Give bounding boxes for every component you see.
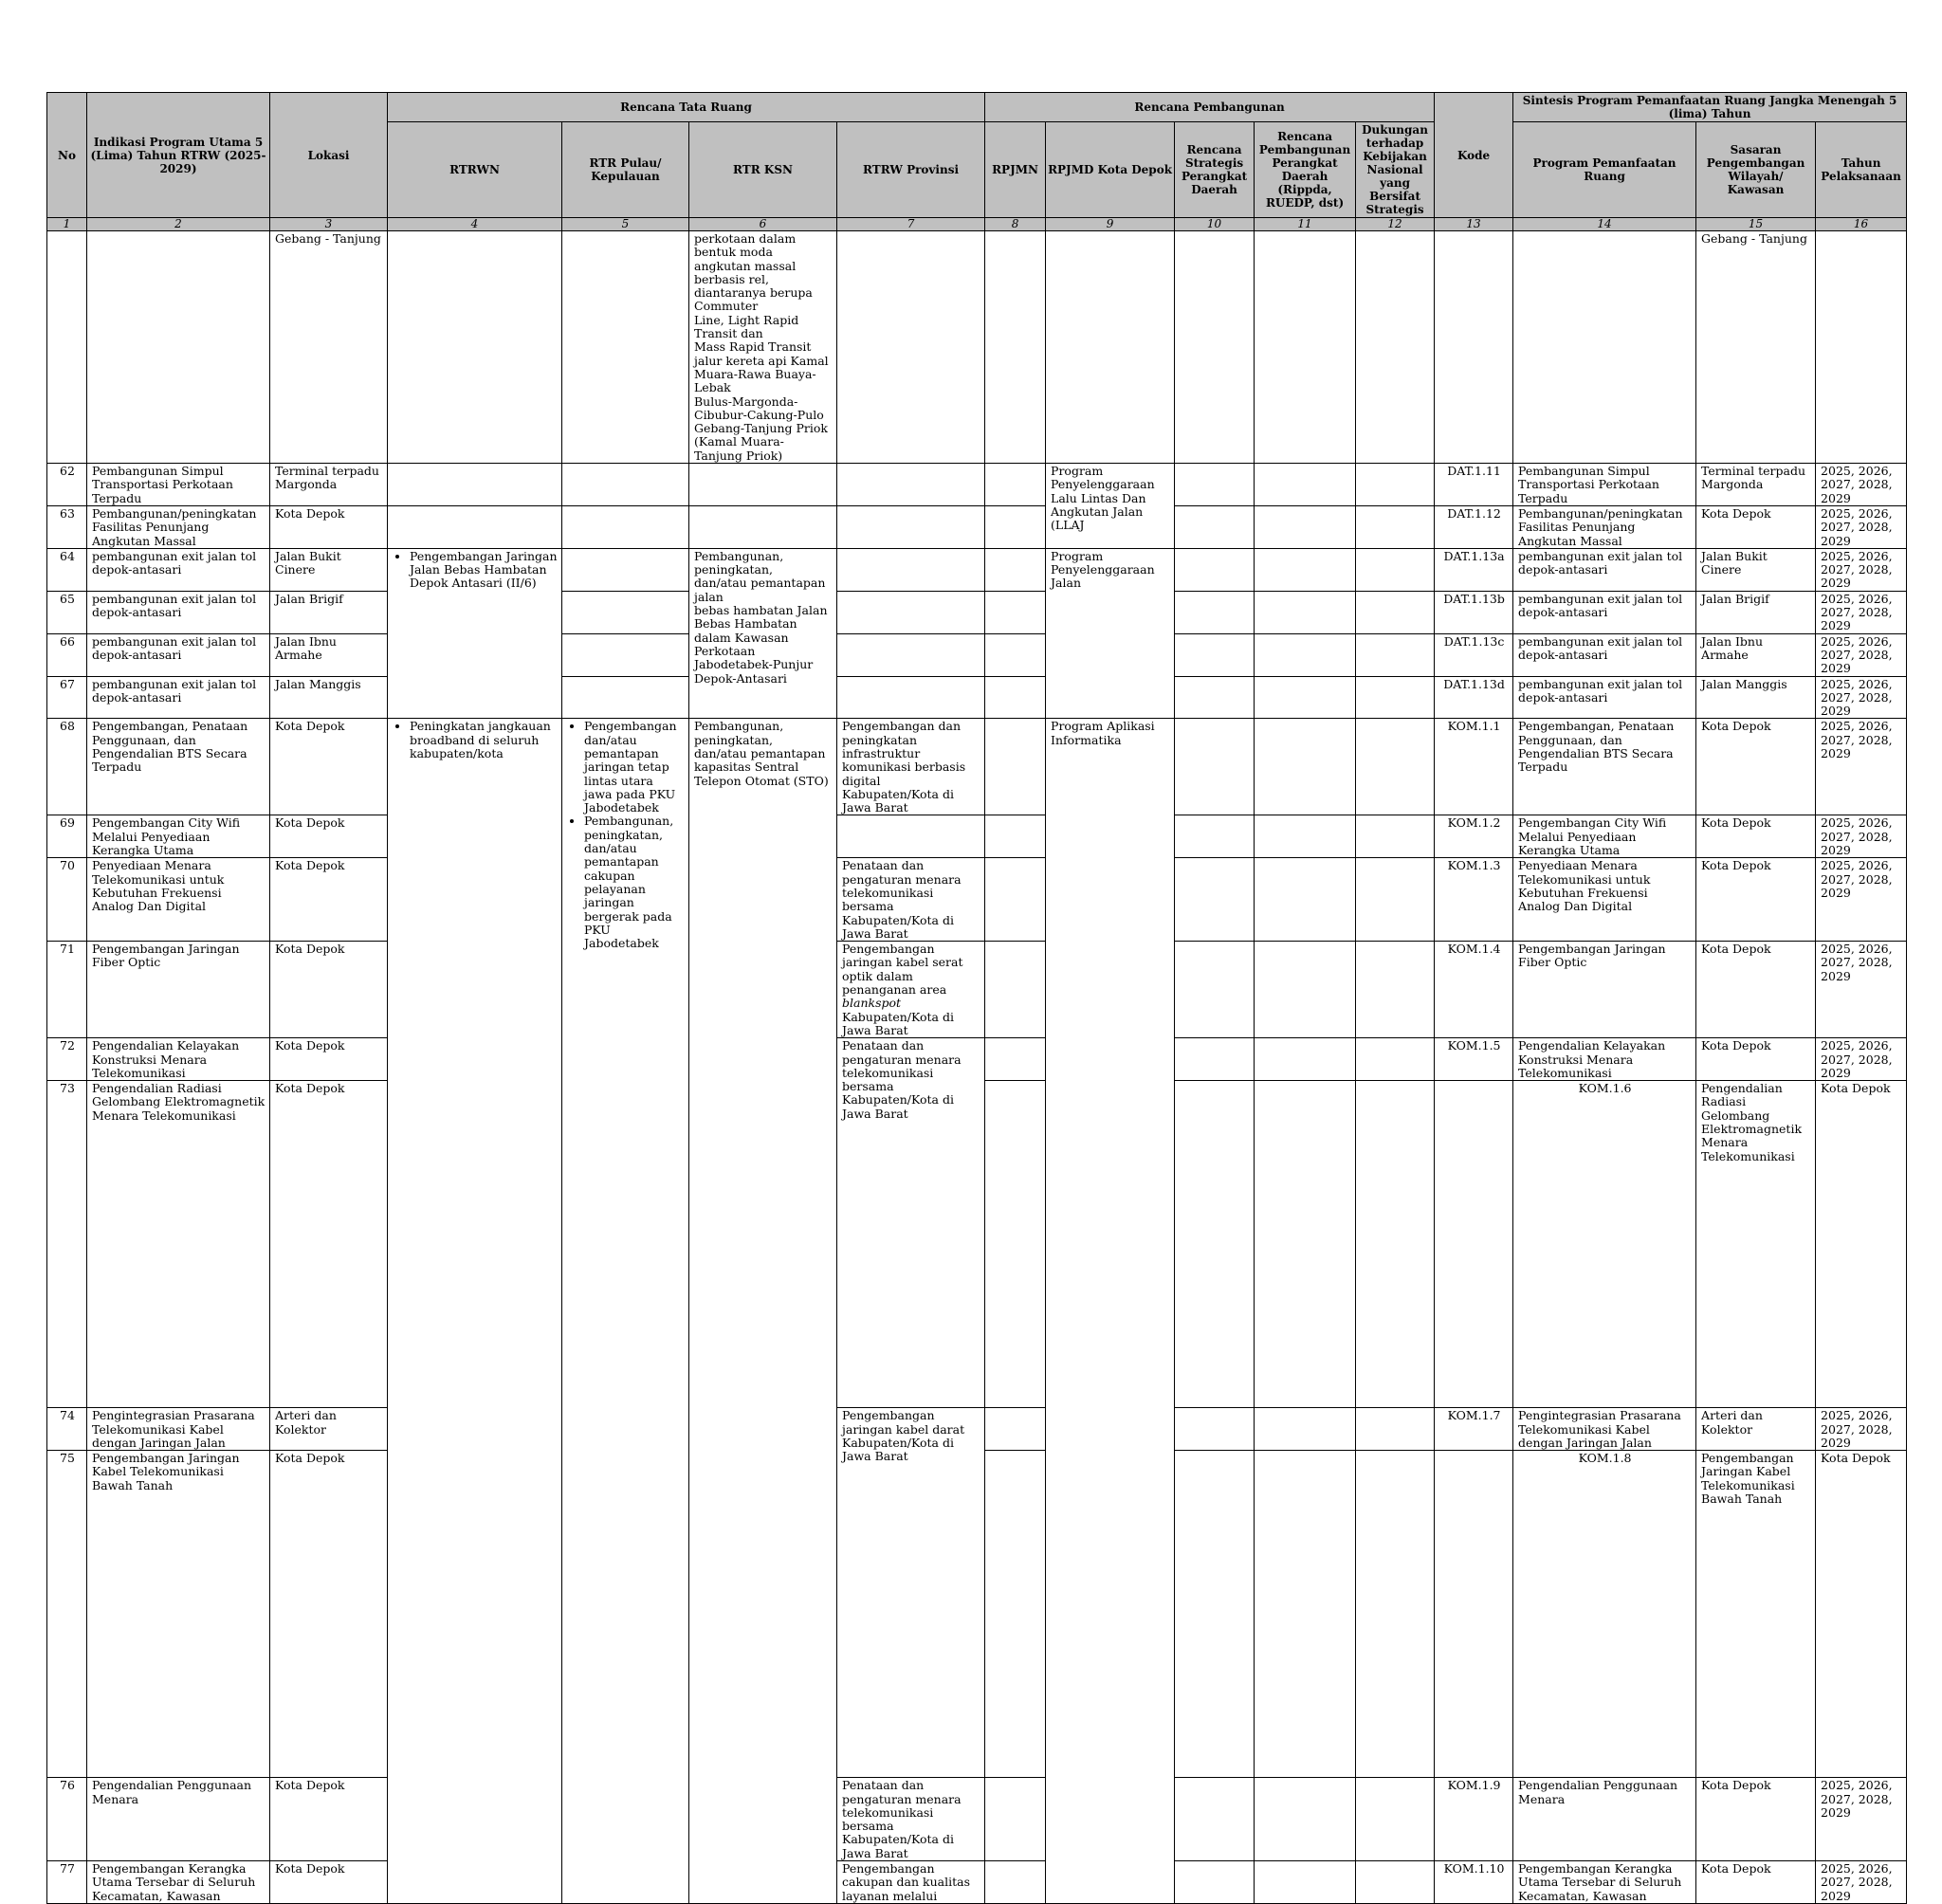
table-row	[47, 505, 1907, 548]
cell-program-pemanfaatan: pembangunan exit jalan tol depok-antasari	[1513, 591, 1696, 633]
cell-program-pemanfaatan: Pengembangan Kerangka Utama Tersebar di Seluruh Kecamatan, Kawasan	[1513, 1861, 1696, 1904]
col-number: 3	[270, 218, 388, 231]
cell-lokasi: Kota Depok	[270, 815, 388, 858]
cell-sasaran: Kota Depok	[1696, 858, 1816, 942]
cell-lokasi: Kota Depok	[270, 1778, 388, 1861]
cell-program: Pengendalian Radiasi Gelombang Elektromagnetik Menara Telekomunikasi	[87, 1081, 270, 1408]
cell-program: Pengembangan Kerangka Utama Tersebar di Seluruh Kecamatan, Kawasan	[87, 1861, 270, 1904]
table-row	[47, 676, 1907, 719]
cell-program: Pembangunan Simpul Transportasi Perkotaan Terpadu	[87, 464, 270, 506]
cell-lokasi: Gebang - Tanjung	[270, 231, 388, 464]
cell-tahun: 2025, 2026, 2027, 2028, 2029	[1816, 858, 1907, 942]
cell-kode: DAT.1.12	[1435, 505, 1513, 548]
cell-program: Pengintegrasian Prasarana Telekomunikasi Kabel dengan Jaringan Jalan	[87, 1408, 270, 1451]
header-lokasi: Lokasi	[270, 93, 388, 218]
cell-program-pemanfaatan: pembangunan exit jalan tol depok-antasari	[1513, 633, 1696, 676]
cell-program: Pengendalian Penggunaan Menara	[87, 1778, 270, 1861]
table-row	[47, 548, 1907, 591]
cell-sasaran: Kota Depok	[1696, 815, 1816, 858]
cell-program-pemanfaatan: Pembangunan/peningkatan Fasilitas Penunjang Angkutan Massal	[1513, 505, 1696, 548]
cell-no: 67	[47, 676, 87, 719]
cell-program-pemanfaatan: Pengendalian Penggunaan Menara	[1513, 1778, 1696, 1861]
bullet-item: • Pembangunan, peningkatan, dan/atau pemantapan cakupan pelayanan jaringan bergerak pada PKU Jabodetabek	[584, 815, 685, 950]
table-row	[47, 1861, 1907, 1904]
col-number: 1	[47, 218, 87, 231]
cell-no: 70	[47, 858, 87, 942]
cell-kode: DAT.1.11	[1435, 464, 1513, 506]
cell-kode: DAT.1.13a	[1435, 548, 1513, 591]
cell-rtrw-provinsi: Pengembangan jaringan kabel serat optik dalam penanganan area blankspot Kabupaten/Kota di Jawa Barat	[837, 942, 985, 1038]
cell-sasaran: Kota Depok	[1696, 1861, 1816, 1904]
header-rpjmn: RPJMN	[985, 122, 1046, 218]
cell-program: Pengembangan Jaringan Kabel Telekomunikasi Bawah Tanah	[87, 1451, 270, 1778]
header-rtrw-provinsi: RTRW Provinsi	[837, 122, 985, 218]
cell-kode: KOM.1.9	[1435, 1778, 1513, 1861]
cell-tahun: 2025, 2026, 2027, 2028, 2029	[1816, 815, 1907, 858]
cell-kode: KOM.1.10	[1435, 1861, 1513, 1904]
col-number: 7	[837, 218, 985, 231]
cell-no: 77	[47, 1861, 87, 1904]
cell-program: pembangunan exit jalan tol depok-antasari	[87, 548, 270, 591]
table-row	[47, 719, 1907, 815]
cell-rtr-ksn: Pembangunan, peningkatan, dan/atau pemantapan kapasitas Sentral Telepon Otomat (STO)	[689, 719, 837, 1904]
cell-kode: KOM.1.2	[1435, 815, 1513, 858]
cell-tahun: 2025, 2026, 2027, 2028, 2029	[1816, 676, 1907, 719]
cell-rtrw-provinsi: Pengembangan cakupan dan kualitas layanan melalui	[837, 1861, 985, 1904]
cell-lokasi: Kota Depok	[270, 1081, 388, 1408]
cell-tahun: 2025, 2026, 2027, 2028, 2029	[1816, 719, 1907, 815]
cell-program-pemanfaatan: pembangunan exit jalan tol depok-antasari	[1513, 548, 1696, 591]
cell-no: 63	[47, 505, 87, 548]
cell-program-pemanfaatan: pembangunan exit jalan tol depok-antasari	[1513, 676, 1696, 719]
cell-sasaran: Kota Depok	[1696, 1038, 1816, 1081]
col-number: 5	[562, 218, 689, 231]
cell-tahun: 2025, 2026, 2027, 2028, 2029	[1816, 942, 1907, 1038]
cell-kode: KOM.1.8	[1513, 1451, 1696, 1778]
table-row	[47, 591, 1907, 633]
cell-program-pemanfaatan: Pengembangan City Wifi Melalui Penyediaan Kerangka Utama	[1513, 815, 1696, 858]
col-number: 11	[1255, 218, 1356, 231]
cell-program: pembangunan exit jalan tol depok-antasari	[87, 591, 270, 633]
cell-sasaran: Kota Depok	[1816, 1451, 1907, 1778]
header-renstra: Rencana Strategis Perangkat Daerah	[1175, 122, 1255, 218]
cell-rpjmd: Program Aplikasi Informatika	[1046, 719, 1175, 1904]
header-no: No	[47, 93, 87, 218]
header-sasaran: Sasaran Pengembangan Wilayah/ Kawasan	[1696, 122, 1816, 218]
header-rpjmd: RPJMD Kota Depok	[1046, 122, 1175, 218]
cell-tahun: 2025, 2026, 2027, 2028, 2029	[1816, 505, 1907, 548]
cell-program: Pengembangan Jaringan Fiber Optic	[87, 942, 270, 1038]
cell-kode: DAT.1.13c	[1435, 633, 1513, 676]
cell-program: Pengembangan, Penataan Penggunaan, dan Pengendalian BTS Secara Terpadu	[87, 719, 270, 815]
cell-sasaran: Terminal terpadu Margonda	[1696, 464, 1816, 506]
cell-tahun: 2025, 2026, 2027, 2028, 2029	[1816, 548, 1907, 591]
cell-sasaran: Kota Depok	[1816, 1081, 1907, 1408]
cell-lokasi: Jalan Ibnu Armahe	[270, 633, 388, 676]
cell-lokasi: Jalan Manggis	[270, 676, 388, 719]
bullet-item: • Pengembangan dan/atau pemantapan jaringan tetap lintas utara jawa pada PKU Jabodetabek	[584, 720, 685, 815]
cell-lokasi: Terminal terpadu Margonda	[270, 464, 388, 506]
cell-tahun: 2025, 2026, 2027, 2028, 2029	[1816, 1778, 1907, 1861]
cell-program-pemanfaatan: Pengembangan, Penataan Penggunaan, dan Pengendalian BTS Secara Terpadu	[1513, 719, 1696, 815]
col-number: 9	[1046, 218, 1175, 231]
cell-program-pemanfaatan: Pengendalian Kelayakan Konstruksi Menara Telekomunikasi	[1513, 1038, 1696, 1081]
cell-rtr-ksn: perkotaan dalam bentuk moda angkutan massal berbasis rel, diantaranya berupa Commuter Line, Light Rapid Transit dan Mass Rapid Transit jalur kereta api Kamal Muara-Rawa Buaya- Lebak Bulus-Margonda- Cibubur-Cakung-Pulo Gebang-Tanjung Priok (Kamal Muara- Tanjung Priok)	[689, 231, 837, 464]
column-number-row	[47, 218, 1907, 231]
cell-rtr-ksn: Pembangunan, peningkatan, dan/atau pemantapan jalan bebas hambatan Jalan Bebas Hambatan dalam Kawasan Perkotaan Jabodetabek-Punjur Depok-Antasari	[689, 548, 837, 719]
cell-no: 69	[47, 815, 87, 858]
cell-tahun: 2025, 2026, 2027, 2028, 2029	[1816, 591, 1907, 633]
cell-sasaran: Gebang - Tanjung	[1696, 231, 1816, 464]
header-program-pemanfaatan: Program Pemanfaatan Ruang	[1513, 122, 1696, 218]
cell-lokasi: Kota Depok	[270, 1861, 388, 1904]
cell-program-pemanfaatan: Pengintegrasian Prasarana Telekomunikasi Kabel dengan Jaringan Jalan	[1513, 1408, 1696, 1451]
cell-no: 75	[47, 1451, 87, 1778]
cell-rtrw-provinsi: Pengembangan jaringan kabel darat Kabupaten/Kota di Jawa Barat	[837, 1408, 985, 1778]
cell-lokasi: Kota Depok	[270, 858, 388, 942]
header-rtr-pulau: RTR Pulau/ Kepulauan	[562, 122, 689, 218]
cell-rtrw-provinsi: Pengembangan dan peningkatan infrastruktur komunikasi berbasis digital Kabupaten/Kota di Jawa Barat	[837, 719, 985, 815]
bullet-item: • Peningkatan jangkauan broadband di seluruh kabupaten/kota	[410, 720, 558, 760]
cell-program: Pengendalian Kelayakan Konstruksi Menara Telekomunikasi	[87, 1038, 270, 1081]
header-rencana-pembangunan-pd: Rencana Pembangunan Perangkat Daerah (Rippda, RUEDP, dst)	[1255, 122, 1356, 218]
cell-no	[47, 231, 87, 464]
cell-no: 71	[47, 942, 87, 1038]
table-row	[47, 1778, 1907, 1861]
cell-tahun: 2025, 2026, 2027, 2028, 2029	[1816, 633, 1907, 676]
header-rencana-tata-ruang: Rencana Tata Ruang	[388, 93, 985, 122]
header-rtrwn: RTRWN	[388, 122, 562, 218]
col-number: 2	[87, 218, 270, 231]
cell-kode: KOM.1.6	[1513, 1081, 1696, 1408]
cell-kode: DAT.1.13d	[1435, 676, 1513, 719]
header-tahun: Tahun Pelaksanaan	[1816, 122, 1907, 218]
cell-lokasi: Kota Depok	[270, 719, 388, 815]
cell-sasaran: Jalan Manggis	[1696, 676, 1816, 719]
cell-lokasi: Jalan Bukit Cinere	[270, 548, 388, 591]
cell-no: 76	[47, 1778, 87, 1861]
cell-no: 74	[47, 1408, 87, 1451]
table-row	[47, 1408, 1907, 1451]
table-row	[47, 1038, 1907, 1081]
cell-kode: KOM.1.3	[1435, 858, 1513, 942]
header-sintesis-program: Sintesis Program Pemanfaatan Ruang Jangka Menengah 5 (lima) Tahun	[1513, 93, 1907, 122]
cell-lokasi: Jalan Brigif	[270, 591, 388, 633]
cell-no: 65	[47, 591, 87, 633]
cell-rtr-pulau	[562, 719, 689, 1904]
cell-no: 73	[47, 1081, 87, 1408]
cell-program-pemanfaatan: Pengendalian Radiasi Gelombang Elektromagnetik Menara Telekomunikasi	[1696, 1081, 1816, 1408]
cell-program: pembangunan exit jalan tol depok-antasari	[87, 676, 270, 719]
col-number: 16	[1816, 218, 1907, 231]
col-number: 13	[1435, 218, 1513, 231]
cell-rtrw-provinsi: Penataan dan pengaturan menara telekomunikasi bersama Kabupaten/Kota di Jawa Barat	[837, 858, 985, 942]
cell-program: Penyediaan Menara Telekomunikasi untuk Kebutuhan Frekuensi Analog Dan Digital	[87, 858, 270, 942]
col-number: 15	[1696, 218, 1816, 231]
cell-lokasi: Kota Depok	[270, 505, 388, 548]
cell-sasaran: Kota Depok	[1696, 942, 1816, 1038]
cell-no: 72	[47, 1038, 87, 1081]
cell-lokasi: Arteri dan Kolektor	[270, 1408, 388, 1451]
cell-rpjmd: Program Penyelenggaraan Jalan	[1046, 548, 1175, 719]
table-row	[47, 942, 1907, 1038]
cell-rtrwn	[388, 548, 562, 719]
header-rtr-ksn: RTR KSN	[689, 122, 837, 218]
cell-rtrw-provinsi: Penataan dan pengaturan menara telekomunikasi bersama Kabupaten/Kota di Jawa Barat	[837, 1038, 985, 1408]
col-number: 4	[388, 218, 562, 231]
cell-rtrw-provinsi: Penataan dan pengaturan menara telekomunikasi bersama Kabupaten/Kota di Jawa Barat	[837, 1778, 985, 1861]
col-number: 10	[1175, 218, 1255, 231]
cell-program	[87, 231, 270, 464]
header-kode: Kode	[1435, 93, 1513, 218]
cell-sasaran: Jalan Brigif	[1696, 591, 1816, 633]
cell-lokasi: Kota Depok	[270, 1038, 388, 1081]
table-row	[47, 858, 1907, 942]
header-dukungan-kebijakan: Dukungan terhadap Kebijakan Nasional yang Bersifat Strategis	[1356, 122, 1435, 218]
cell-sasaran: Kota Depok	[1696, 505, 1816, 548]
cell-no: 62	[47, 464, 87, 506]
col-number: 14	[1513, 218, 1696, 231]
cell-lokasi: Kota Depok	[270, 942, 388, 1038]
col-number: 6	[689, 218, 837, 231]
table-row	[47, 633, 1907, 676]
cell-sasaran: Jalan Bukit Cinere	[1696, 548, 1816, 591]
cell-sasaran: Kota Depok	[1696, 1778, 1816, 1861]
cell-program-pemanfaatan: Pembangunan Simpul Transportasi Perkotaan Terpadu	[1513, 464, 1696, 506]
cell-sasaran: Jalan Ibnu Armahe	[1696, 633, 1816, 676]
cell-kode: KOM.1.4	[1435, 942, 1513, 1038]
header-indikasi-program: Indikasi Program Utama 5 (Lima) Tahun RTRW (2025-2029)	[87, 93, 270, 218]
table-row	[47, 815, 1907, 858]
header-rencana-pembangunan: Rencana Pembangunan	[985, 93, 1435, 122]
cell-no: 64	[47, 548, 87, 591]
cell-tahun: 2025, 2026, 2027, 2028, 2029	[1816, 1038, 1907, 1081]
cell-rpjmd: Program Penyelenggaraan Lalu Lintas Dan Angkutan Jalan (LLAJ	[1046, 464, 1175, 549]
col-number: 8	[985, 218, 1046, 231]
cell-kode: KOM.1.1	[1435, 719, 1513, 815]
cell-rtrwn	[388, 719, 562, 1904]
table-row-continuation	[47, 231, 1907, 464]
cell-program-pemanfaatan: Penyediaan Menara Telekomunikasi untuk Kebutuhan Frekuensi Analog Dan Digital	[1513, 858, 1696, 942]
cell-tahun: 2025, 2026, 2027, 2028, 2029	[1816, 464, 1907, 506]
cell-sasaran: Arteri dan Kolektor	[1696, 1408, 1816, 1451]
cell-kode: KOM.1.7	[1435, 1408, 1513, 1451]
bullet-item: • Pengembangan Jaringan Jalan Bebas Hambatan Depok Antasari (II/6)	[410, 550, 558, 591]
cell-program: Pembangunan/peningkatan Fasilitas Penunjang Angkutan Massal	[87, 505, 270, 548]
table-row	[47, 464, 1907, 506]
cell-tahun: 2025, 2026, 2027, 2028, 2029	[1816, 1408, 1907, 1451]
cell-no: 66	[47, 633, 87, 676]
cell-sasaran: Kota Depok	[1696, 719, 1816, 815]
col-number: 12	[1356, 218, 1435, 231]
cell-program-pemanfaatan: Pengembangan Jaringan Fiber Optic	[1513, 942, 1696, 1038]
cell-kode: KOM.1.5	[1435, 1038, 1513, 1081]
cell-tahun: 2025, 2026, 2027, 2028, 2029	[1816, 1861, 1907, 1904]
cell-lokasi: Kota Depok	[270, 1451, 388, 1778]
cell-program: pembangunan exit jalan tol depok-antasari	[87, 633, 270, 676]
cell-kode: DAT.1.13b	[1435, 591, 1513, 633]
cell-no: 68	[47, 719, 87, 815]
cell-program: Pengembangan City Wifi Melalui Penyediaan Kerangka Utama	[87, 815, 270, 858]
program-table	[46, 92, 1907, 1904]
cell-program-pemanfaatan: Pengembangan Jaringan Kabel Telekomunikasi Bawah Tanah	[1696, 1451, 1816, 1778]
